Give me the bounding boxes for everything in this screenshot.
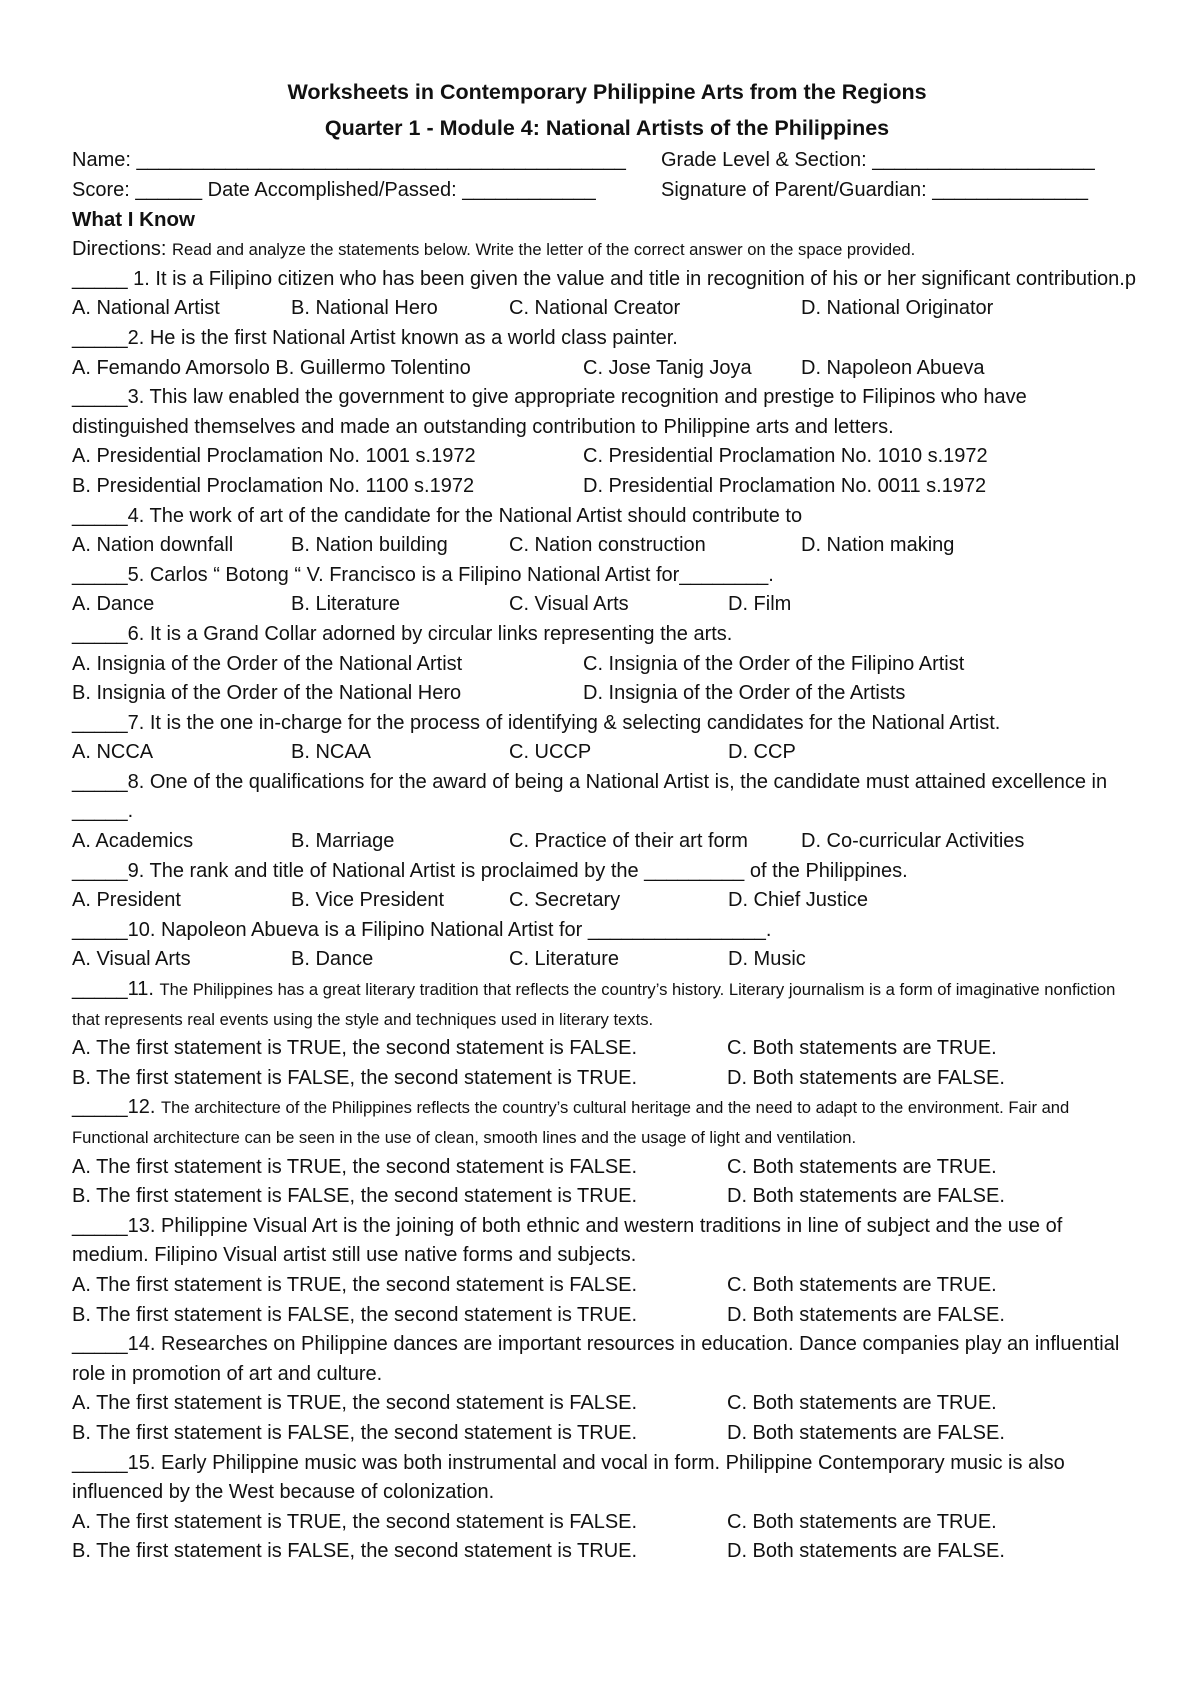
choice: C. Both statements are TRUE. bbox=[727, 1155, 997, 1178]
worksheet-page bbox=[72, 74, 1142, 1567]
choice: B. Marriage bbox=[291, 830, 395, 853]
choice: B. Literature bbox=[291, 593, 400, 616]
choice: C. Visual Arts bbox=[509, 593, 629, 616]
choices-12b bbox=[72, 1182, 1142, 1212]
choice: D. Music bbox=[728, 948, 806, 971]
directions-text: Read and analyze the statements below. Write the letter of the correct answer on the space provided. bbox=[172, 240, 916, 260]
choices-6a bbox=[72, 650, 1142, 680]
question-2: _____2. He is the first National Artist known as a world class painter. bbox=[72, 326, 678, 349]
section-heading: What I Know bbox=[72, 208, 195, 232]
question-12 bbox=[72, 1093, 1142, 1152]
choice: C. Both statements are TRUE. bbox=[727, 1510, 997, 1533]
question-3: _____3. This law enabled the government to give appropriate recognition and prestige to Filipinos who have distinguished themselves and made an outstanding contribution to Philippine arts and letters. bbox=[72, 386, 1027, 438]
question-1: _____ 1. It is a Filipino citizen who has been given the value and title in recognition of his or her significant contribution.p bbox=[72, 267, 1136, 290]
choices-13a bbox=[72, 1271, 1142, 1301]
choices-15a bbox=[72, 1508, 1142, 1538]
choice: A. Nation downfall bbox=[72, 534, 234, 557]
choices-14a bbox=[72, 1389, 1142, 1419]
choice: D. Co-curricular Activities bbox=[801, 830, 1025, 853]
choice: B. Vice President bbox=[291, 889, 445, 912]
choice: B. The first statement is FALSE, the second statement is TRUE. bbox=[72, 1303, 638, 1326]
question-7: _____7. It is the one in-charge for the process of identifying & selecting candidates for the National Artist. bbox=[72, 711, 1001, 734]
choice: C. Literature bbox=[509, 948, 620, 971]
choice: A. Visual Arts bbox=[72, 948, 191, 971]
choice: C. National Creator bbox=[509, 297, 681, 320]
choice: C. Insignia of the Order of the Filipino Artist bbox=[583, 652, 965, 675]
choice: B. The first statement is FALSE, the second statement is TRUE. bbox=[72, 1185, 638, 1208]
choice: B. Insignia of the Order of the National Hero bbox=[72, 682, 462, 705]
choices-11a bbox=[72, 1034, 1142, 1064]
choices-6b bbox=[72, 679, 1142, 709]
choice: A. National Artist bbox=[72, 297, 220, 320]
choice: C. Presidential Proclamation No. 1010 s.1972 bbox=[583, 445, 988, 468]
choices-15b bbox=[72, 1537, 1142, 1567]
choices-7 bbox=[72, 738, 1142, 768]
choices-13b bbox=[72, 1301, 1142, 1331]
directions-label: Directions: bbox=[72, 238, 173, 261]
name-grade-row bbox=[72, 146, 1142, 176]
choice: D. Presidential Proclamation No. 0011 s.1972 bbox=[583, 474, 987, 497]
choices-5 bbox=[72, 590, 1142, 620]
choices-12a bbox=[72, 1153, 1142, 1183]
question-11-text: The Philippines has a great literary tradition that reflects the country’s history. Literary journalism is a form of imaginative nonfiction that represents real events using the style and techniques used in literary texts. bbox=[72, 980, 1116, 1029]
choice: A. The first statement is TRUE, the second statement is FALSE. bbox=[72, 1037, 638, 1060]
question-8: _____8. One of the qualifications for the award of being a National Artist is, the candidate must attained excellence in _____. bbox=[72, 770, 1108, 823]
directions bbox=[72, 235, 1142, 265]
choice: A. The first statement is TRUE, the second statement is FALSE. bbox=[72, 1155, 638, 1178]
choice: A. President bbox=[72, 889, 181, 912]
choice: C. Secretary bbox=[509, 889, 621, 912]
choice: A. Femando Amorsolo B. Guillermo Tolentino bbox=[72, 356, 471, 379]
choice: B. Presidential Proclamation No. 1100 s.1972 bbox=[72, 474, 475, 497]
choice: D. Both statements are FALSE. bbox=[727, 1185, 1005, 1208]
choice: C. Both statements are TRUE. bbox=[727, 1273, 997, 1296]
choice: D. Insignia of the Order of the Artists bbox=[583, 682, 906, 705]
choice: A. Insignia of the Order of the National Artist bbox=[72, 652, 463, 675]
grade-section-field[interactable]: Grade Level & Section: ____________________ bbox=[661, 149, 1095, 171]
name-field[interactable]: Name: ____________________________________________ bbox=[72, 149, 626, 171]
choice: D. National Originator bbox=[801, 297, 994, 320]
choice: D. Both statements are FALSE. bbox=[727, 1303, 1005, 1326]
choice: B. Nation building bbox=[291, 534, 448, 557]
worksheet-title: Worksheets in Contemporary Philippine Arts from the Regions bbox=[287, 80, 927, 104]
choice: D. Both statements are FALSE. bbox=[727, 1540, 1005, 1563]
choice: D. Film bbox=[728, 593, 792, 616]
choice: C. Nation construction bbox=[509, 534, 706, 557]
choice: A. Presidential Proclamation No. 1001 s.1972 bbox=[72, 445, 476, 468]
choice: D. Napoleon Abueva bbox=[801, 356, 985, 379]
question-blank: _____12. bbox=[72, 1096, 161, 1119]
choice: B. NCAA bbox=[291, 741, 372, 764]
question-10: _____10. Napoleon Abueva is a Filipino National Artist for ________________. bbox=[72, 918, 772, 941]
choices-3b bbox=[72, 472, 1142, 502]
question-13: _____13. Philippine Visual Art is the joining of both ethnic and western traditions in line of subject and the use of medium. Filipino Visual artist still use native forms and subjects. bbox=[72, 1214, 1063, 1267]
choice: C. UCCP bbox=[509, 741, 592, 764]
choices-2 bbox=[72, 354, 1142, 384]
choice: C. Jose Tanig Joya bbox=[583, 356, 752, 379]
choice: A. The first statement is TRUE, the second statement is FALSE. bbox=[72, 1510, 638, 1533]
choice: A. NCCA bbox=[72, 741, 154, 764]
question-9: _____9. The rank and title of National Artist is proclaimed by the _________ of the Philippines. bbox=[72, 859, 908, 882]
choice: D. Both statements are FALSE. bbox=[727, 1066, 1005, 1089]
choice: B. The first statement is FALSE, the second statement is TRUE. bbox=[72, 1066, 638, 1089]
choice: D. Chief Justice bbox=[728, 889, 869, 912]
question-6: _____6. It is a Grand Collar adorned by circular links representing the arts. bbox=[72, 622, 733, 645]
choices-14b bbox=[72, 1419, 1142, 1449]
choice: C. Practice of their art form bbox=[509, 830, 748, 853]
module-title: Quarter 1 - Module 4: National Artists of the Philippines bbox=[324, 116, 890, 140]
choices-4 bbox=[72, 531, 1142, 561]
choice: A. Academics bbox=[72, 830, 194, 853]
choice: A. The first statement is TRUE, the second statement is FALSE. bbox=[72, 1273, 638, 1296]
choices-11b bbox=[72, 1064, 1142, 1094]
choice: A. Dance bbox=[72, 593, 155, 616]
choice: D. Both statements are FALSE. bbox=[727, 1421, 1005, 1444]
choices-9 bbox=[72, 886, 1142, 916]
choice: B. National Hero bbox=[291, 297, 438, 320]
choice: C. Both statements are TRUE. bbox=[727, 1037, 997, 1060]
choice: D. CCP bbox=[728, 741, 796, 764]
question-14: _____14. Researches on Philippine dances are important resources in education. Dance companies play an influential role in promotion of art and culture. bbox=[72, 1333, 1120, 1385]
choice: B. The first statement is FALSE, the second statement is TRUE. bbox=[72, 1540, 638, 1563]
question-15: _____15. Early Philippine music was both instrumental and vocal in form. Philippine Contemporary music is also influenced by the West because of colonization. bbox=[72, 1451, 1065, 1504]
choices-10 bbox=[72, 945, 1142, 975]
score-date-field[interactable]: Score: ______ Date Accomplished/Passed: ____________ bbox=[72, 178, 596, 201]
choice: B. Dance bbox=[291, 948, 374, 971]
question-12-text: The architecture of the Philippines reflects the country’s cultural heritage and the need to adapt to the environment. Fair and Functional architecture can be seen in the use of clean, smooth lines and the usage of light and ventilation. bbox=[72, 1098, 1070, 1147]
choice: C. Both statements are TRUE. bbox=[727, 1392, 997, 1415]
signature-field[interactable]: Signature of Parent/Guardian: ______________ bbox=[661, 178, 1089, 201]
choice: D. Nation making bbox=[801, 534, 955, 557]
score-signature-row bbox=[72, 176, 1142, 206]
question-5: _____5. Carlos “ Botong “ V. Francisco is a Filipino National Artist for________. bbox=[72, 563, 774, 586]
question-11 bbox=[72, 975, 1142, 1034]
question-4: _____4. The work of art of the candidate for the National Artist should contribute to bbox=[72, 504, 803, 527]
choices-8 bbox=[72, 827, 1142, 857]
question-blank: _____11. bbox=[72, 978, 160, 1001]
choice: B. The first statement is FALSE, the second statement is TRUE. bbox=[72, 1421, 638, 1444]
choice: A. The first statement is TRUE, the second statement is FALSE. bbox=[72, 1392, 638, 1415]
choices-1 bbox=[72, 294, 1142, 324]
choices-3a bbox=[72, 442, 1142, 472]
